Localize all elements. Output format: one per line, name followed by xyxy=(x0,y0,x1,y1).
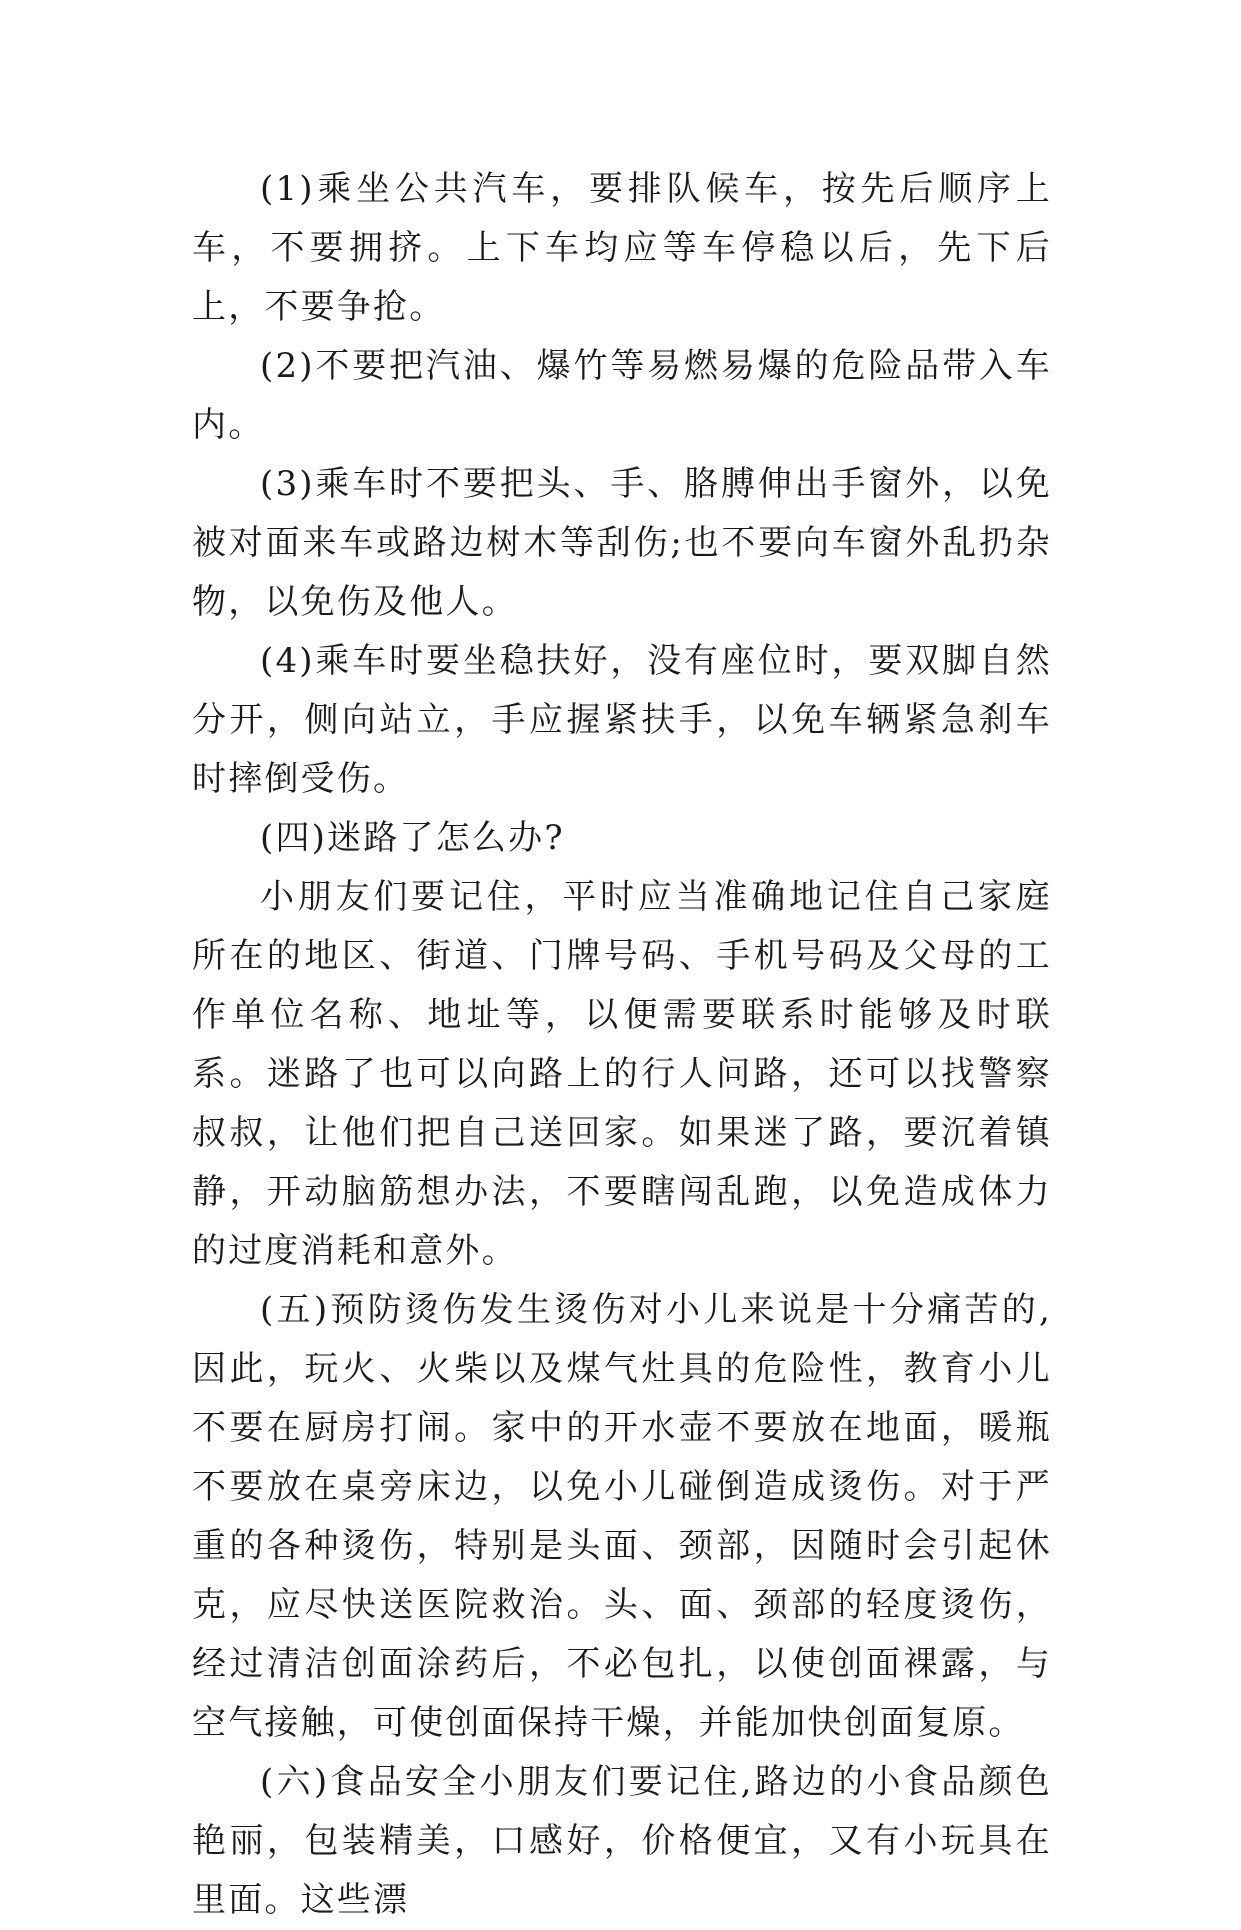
paragraph-bus-queue: (1)乘坐公共汽车，要排队候车，按先后顺序上车，不要拥挤。上下车均应等车停稳以后，先下后上，不要争抢。 xyxy=(192,169,1052,327)
paragraph-no-limbs-outside: (3)乘车时不要把头、手、胳膊伸出手窗外，以免被对面来车或路边树木等刮伤;也不要向车窗外乱扔杂物，以免伤及他人。 xyxy=(192,464,1052,622)
section-heading-lost: (四)迷路了怎么办? xyxy=(260,818,565,858)
paragraph-hold-on: (4)乘车时要坐稳扶好，没有座位时，要双脚自然分开，侧向站立，手应握紧扶手，以免车辆紧急刹车时摔倒受伤。 xyxy=(192,641,1052,799)
paragraph-burn-prevention: (五)预防烫伤发生烫伤对小儿来说是十分痛苦的,因此，玩火、火柴以及煤气灶具的危险性，教育小儿不要在厨房打闹。家中的开水壶不要放在地面，暖瓶不要放在桌旁床边，以免小儿碰倒造成烫伤。对于严重的各种烫伤，特别是头面、颈部，因随时会引起休克，应尽快送医院救治。头、面、颈部的轻度烫伤，经过清洁创面涂药后，不必包扎，以使创面裸露，与空气接触，可使创面保持干燥，并能加快创面复原。 xyxy=(192,1290,1052,1743)
document-body xyxy=(192,160,1052,1930)
paragraph-food-safety: (六)食品安全小朋友们要记住,路边的小食品颜色艳丽，包装精美，口感好，价格便宜，又有小玩具在里面。这些漂 xyxy=(192,1762,1052,1920)
paragraph-lost-advice: 小朋友们要记住，平时应当准确地记住自己家庭所在的地区、街道、门牌号码、手机号码及父母的工作单位名称、地址等，以便需要联系时能够及时联系。迷路了也可以向路上的行人问路，还可以找警察叔叔，让他们把自己送回家。如果迷了路，要沉着镇静，开动脑筋想办法，不要瞎闯乱跑，以免造成体力的过度消耗和意外。 xyxy=(192,877,1052,1271)
paragraph-no-hazardous-items: (2)不要把汽油、爆竹等易燃易爆的危险品带入车内。 xyxy=(192,346,1052,445)
